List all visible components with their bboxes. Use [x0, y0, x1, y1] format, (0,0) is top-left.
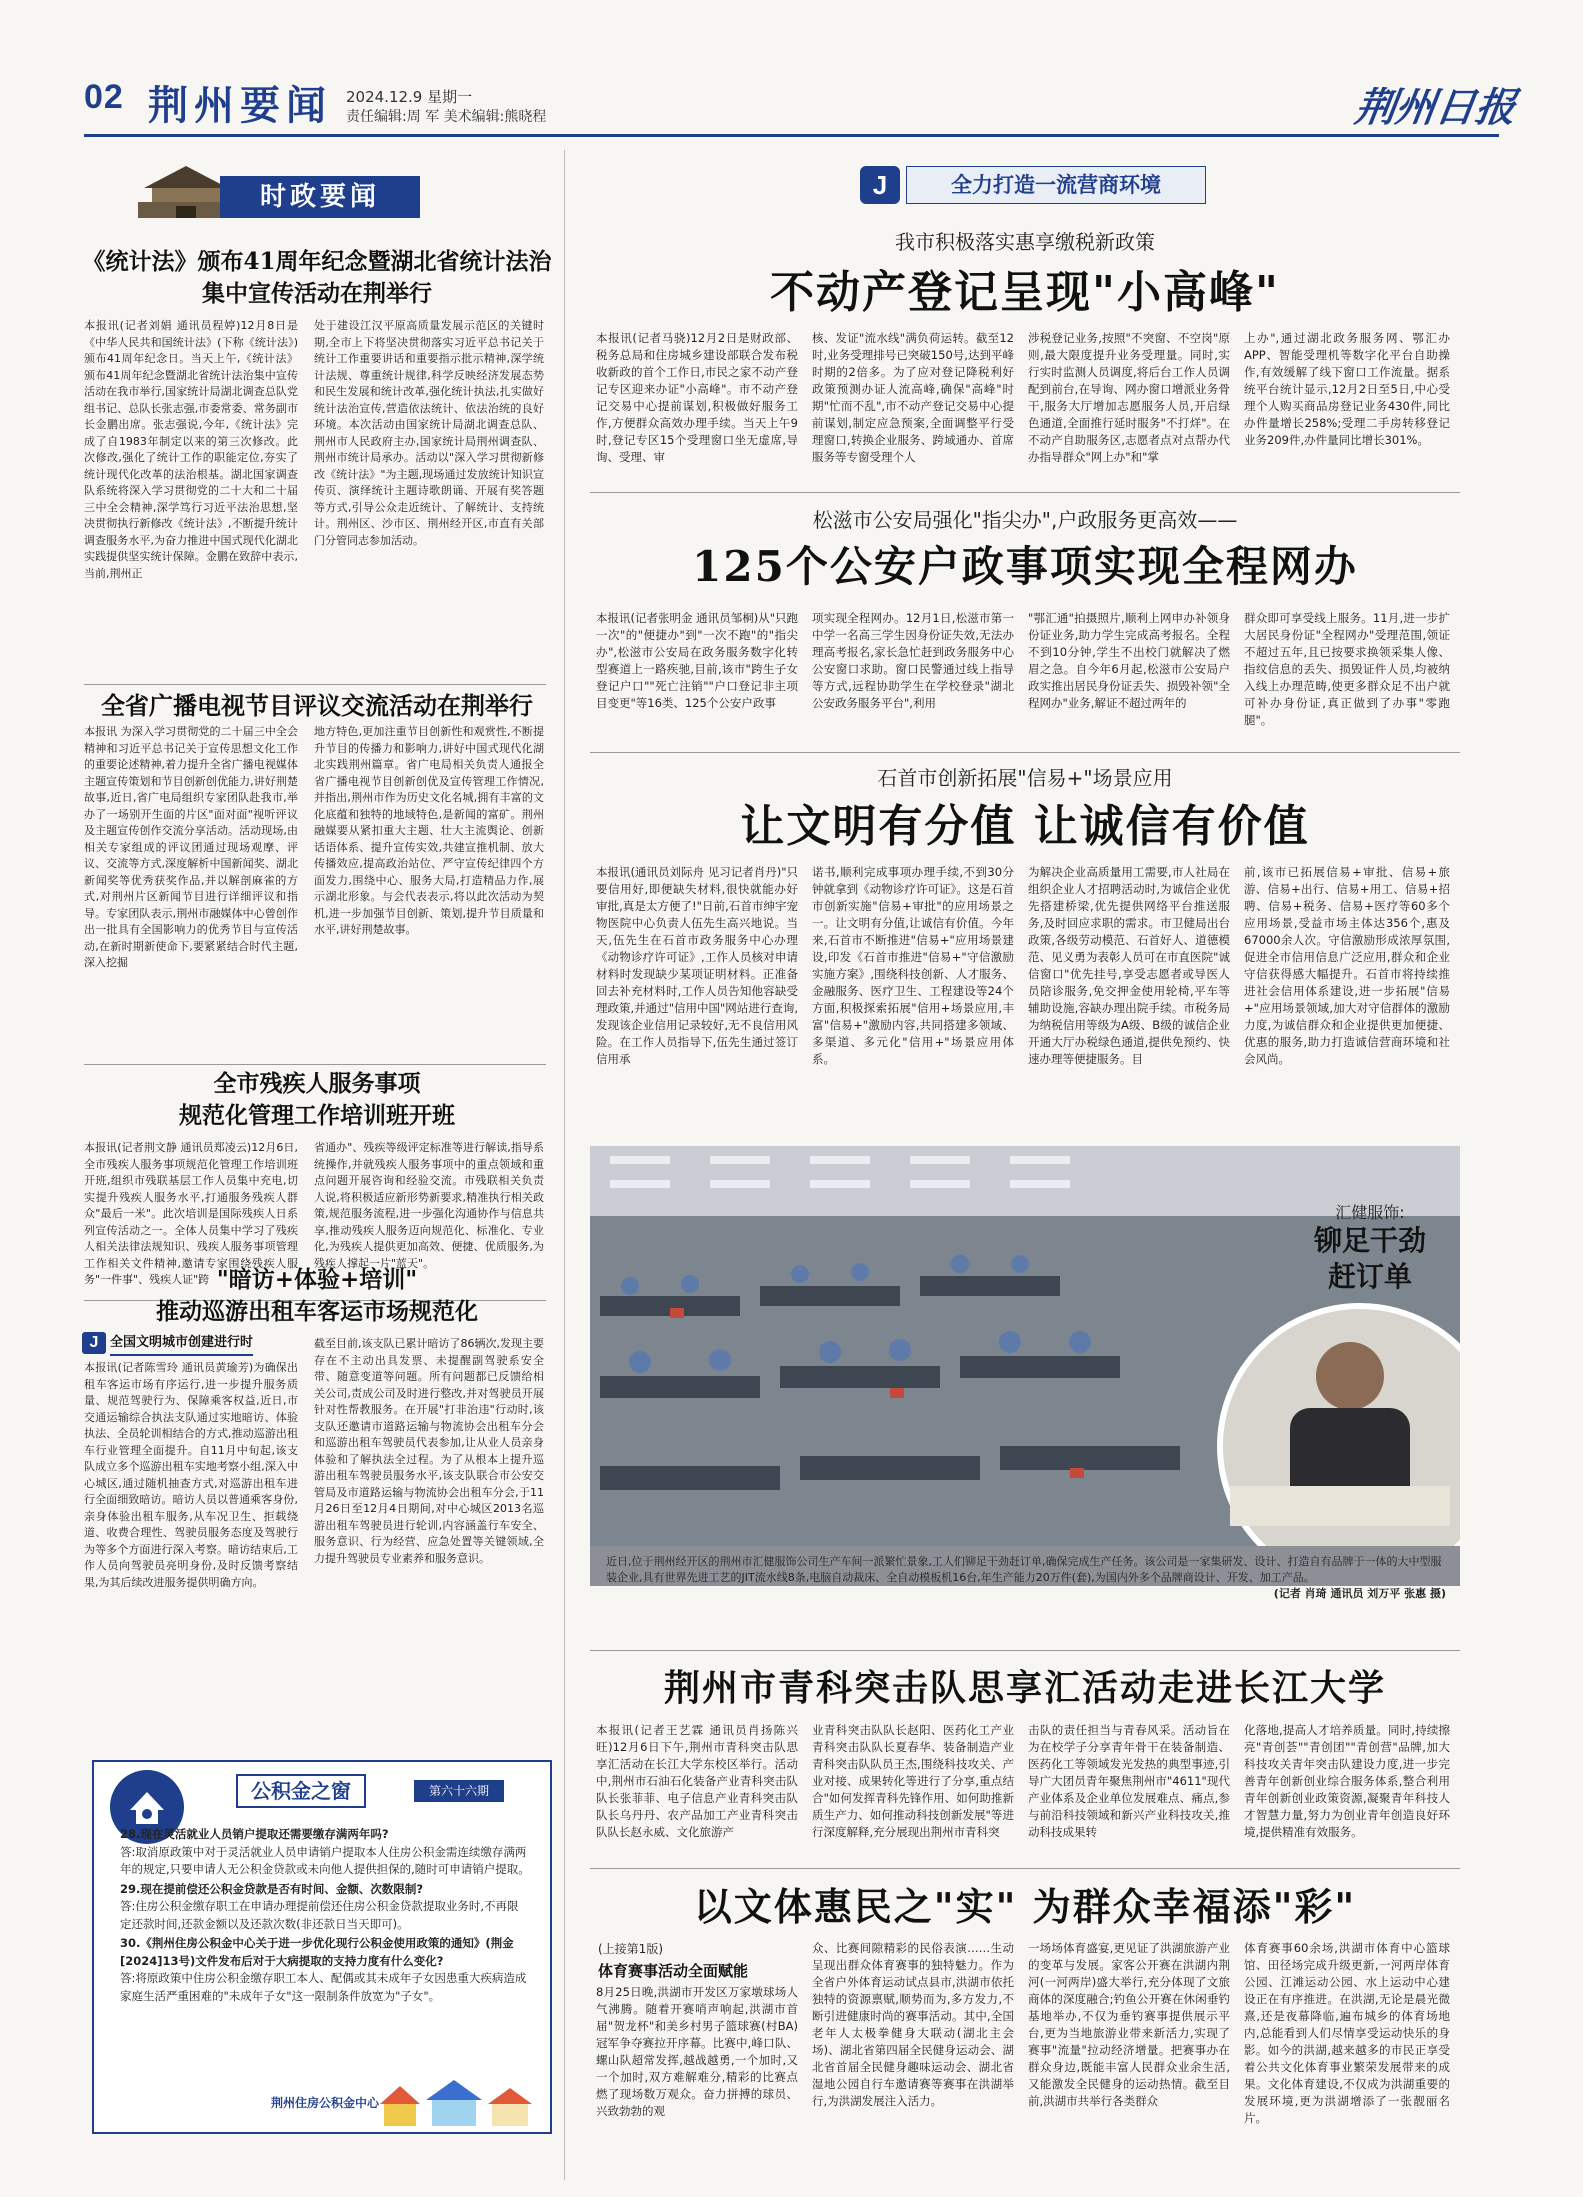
article-body-col: 处于建设江汉平原高质量发展示范区的关键时期,全市上下将坚决贯彻落实习近平总书记关于统计工作重要讲话和重要指示批示精神,深学统计法规、尊重统计规律,科学反映经济发展态势和民生发展和统计改革,强化统计执法,扎实做好统计法治宣传,营造依法统计、依法治统的良好环境。本次活动由国家统计局湖北调查总队、荆州市人民政府主办,国家统计局荆州调查队、荆州市统计局承办。活动以"深入学习贯彻新修改《统计法》"为主题,现场通过发放统计知识宣传页、演绎统计主题诗歌朗诵、开展有奖答题等方式,引导公众走近统计、了解统计、支持统计。荆州区、沙市区、荆州经开区,市直有关部门分管同志参加活动。 [314, 319, 544, 547]
photo-headline [1300, 1200, 1440, 1295]
continued-tag: (上接第1版) [598, 1942, 663, 1956]
header-rule [84, 134, 1499, 137]
article-body-col: 本报讯(记者陈雪玲 通讯员黄瑜芳)为确保出租车客运市场有序运行,进一步提升服务质量、规范驾驶行为、保障乘客权益,近日,市交通运输综合执法支队通过实地暗访、体验执法、全员轮训相结合的方式,推动巡游出租车行业管理全面提升。自11月中旬起,该支队成立多个巡游出租车实地考察小组,深入中心城区,通过随机抽查方式,对巡游出租车进行全面细致暗访。暗访人员以普通乘客身份,亲身体验出租车服务,从车况卫生、拒载绕道、收费合理性、驾驶员服务态度及驾驶行为等多个方面进行深入考察。暗访结束后,工作人员向驾驶员亮明身份,及时反馈考察结果,为其后续改进服务提供明确方向。 [84, 1361, 298, 1589]
separator [590, 492, 1460, 493]
title-line: 集中宣传活动在荆举行 [202, 280, 432, 307]
question: 29.现在提前偿还公积金贷款是否有时间、金额、次数限制? [120, 1881, 424, 1896]
article-subtitle: 松滋市公安局强化"指尖办",户政服务更高效—— [812, 508, 1238, 532]
section-label-politics: 时政要闻 [220, 176, 420, 218]
article-title-disability [82, 1068, 552, 1132]
title-line: 《统计法》颁布41周年纪念暨湖北省统计法治 [82, 248, 552, 275]
photo-caption [606, 1554, 1446, 1602]
article-subtitle: 石首市创新拓展"信易+"场景应用 [877, 766, 1173, 790]
article-body-col: "鄂汇通"拍摄照片,顺利上网申办补领身份证业务,助力学生完成高考报名。全程不到10分钟,学生不出校门就解决了燃眉之急。自今年6月起,松滋市公安局户政实推出居民身份证丢失、损毁补领"全程网办"业务,解证不超过两年的 [1028, 611, 1230, 710]
article-body-col: 众、比赛间隙精彩的民俗表演……生动呈现出群众体育赛事的独特魅力。作为全省户外体育运动试点县市,洪湖市依托独特的资源禀赋,顺势而为,多方发力,不断引进健康时尚的赛事活动。其中,全国老年人太极拳健身大联动(湖北主会场)、湖北省第四届全民健身运动会、湖北省首届全民健身趣味运动会、湖北省湿地公园自行车邀请赛等赛事在洪湖举行,为洪湖发展注入活力。 [812, 1941, 1014, 2108]
section-title: 荆州要闻 [148, 83, 332, 129]
article-body-col: 项实现全程网办。12月1日,松滋市第一中学一名高三学生因身份证失效,无法办理高考报名,家长急忙赶到政务服务中心公安窗口求助。窗口民警通过线上指导等方式,远程协助学生在学校登录"湖北公安政务服务平台",利用 [812, 611, 1014, 710]
article-body-col: 本报讯(记者王艺霖 通讯员肖扬陈兴旺)12月6日下午,荆州市青科突击队思享汇活动在长江大学东校区举行。活动中,荆州市石油石化装备产业青科突击队队长张菲菲、电子信息产业青科突击队队长乌丹丹、农产品加工产业青科突击队队长赵永威、文化旅游产 [596, 1723, 798, 1839]
photo-credit: (记者 肖琦 通讯员 刘万平 张惠 摄) [1273, 1587, 1446, 1600]
article-body-col: 核、发证"流水线"满负荷运转。截至12时,业务受理排号已突破150号,达到平峰时期的2倍多。为了应对登记降税利好政策预测办证人流高峰,确保"高峰"时期"忙而不乱",市不动产登记交易中心提前谋划,制定应急预案,全面调整平行受理窗口,转换企业服务、跨域通办、首席服务等专窗受理个人 [812, 331, 1014, 464]
page-number: 02 [84, 78, 124, 116]
article-title-credit: 让文明有分值 让诚信有价值 [740, 801, 1310, 852]
civilization-logo-icon: J [82, 1332, 106, 1354]
photo-head-label: 汇健服饰: [1335, 1203, 1405, 1222]
business-env-logo-icon: J [860, 166, 900, 204]
article-body-col: 本报讯(记者张明金 通讯员邹桐)从"只跑一次"的"便捷办"到"一次不跑"的"指尖办",松滋市公安局在政务服务数字化转型赛道上一路疾驰,目前,该市"跨生子女登记户口""死亡注销""户口登记非主项目变更"等16类、125个公安户政事 [596, 611, 798, 710]
article-body-col: 群众即可享受线上服务。11月,进一步扩大居民身份证"全程网办"受理范围,领证不超过五年,且已按要求换领采集人像、指纹信息的丢失、损毁证件人员,均被纳入线上办理范畴,使更多群众足不出户就可补办身份证,真正做到了办事"零跑腿"。 [1244, 611, 1450, 727]
housing-fund-qa [120, 1826, 530, 2005]
article-body-col: 上办",通过湖北政务服务网、鄂汇办APP、智能受理机等数字化平台自助操作,有效缓解了线下窗口工作流量。据系统平台统计显示,12月2日至5日,中心受理个人购买商品房登记业务430件,同比办件量增长258%;受理二手房转移登记业务209件,办件量同比增长301%。 [1244, 331, 1450, 447]
article-body-col: 本报讯(记者刘娟 通讯员程婷)12月8日是《中华人民共和国统计法》(下称《统计法》)颁布41周年纪念日。当天上午,《统计法》颁布41周年纪念暨湖北省统计法治集中宣传活动在我市举行,国家统计局湖北调查总队党组书记、总队长张志强,市委常委、常务副市长金鹏出席。张志强说,今年,《统计法》完成了自1983年制定以来的第三次修改。此次修改,强化了统计工作的职能定位,夯实了统计现代化改革的法治根基。湖北国家调查队系统将深入学习贯彻党的二十大和二十届三中全会精神,深学笃行习近平法治思想,坚决贯彻执行新修改《统计法》,不断提升统计调查服务水平,为奋力推进中国式现代化湖北实践提供坚实统计保障。金鹏在致辞中表示,当前,荆州正 [84, 319, 298, 580]
separator [84, 684, 546, 685]
column-banner: 全力打造一流营商环境 [906, 166, 1206, 204]
column-divider [564, 150, 565, 2180]
article-title-culture-sports: 以文体惠民之"实" 为群众幸福添"彩" [693, 1884, 1357, 1929]
newspaper-logo: 荆州日报 [1352, 84, 1519, 131]
housing-fund-title: 公积金之窗 [236, 1774, 366, 1808]
article-body-col: 截至目前,该支队已累计暗访了86辆次,发现主要存在不主动出具发票、未提醒副驾驶系安全带、随意变道等问题。所有问题都已反馈给相关公司,责成公司及时进行整改,并对驾驶员开展针对性帮教服务。在开展"打非治违"行动时,该支队还邀请市道路运输与物流协会出租车分会和巡游出租车驾驶员代表参加,让从业人员亲身体验和了解执法全过程。为了从根本上提升巡游出租车驾驶员服务水平,该支队联合市公安交管局及市道路运输与物流协会出租车分会,于11月26日至12月4日期间,对中心城区2013名巡游出租车驾驶员进行轮训,内容涵盖行车安全、服务意识、行为经营、应急处置等关键领域,全力提升驾驶员专业素养和服务意识。 [314, 1337, 544, 1565]
issue-date: 2024.12.9 星期一 [346, 88, 473, 106]
photo-head-line: 铆足干劲 [1313, 1224, 1426, 1257]
article-body-col: 前,该市已拓展信易+审批、信易+旅游、信易+出行、信易+用工、信易+招聘、信易+税务、信易+医疗等60多个应用场景,受益市场主体达356个,惠及67000余人次。守信激励形成浓厚氛围,促进全市信用信息广泛应用,群众和企业守信获得感大幅提升。石首市将持续推进社会信用体系建设,进一步拓展"信易+"应用场景领域,加大对守信群体的激励力度,为诚信群众和企业提供更加便捷、优惠的服务,助力打造诚信营商环境和社会风尚。 [1244, 865, 1450, 1066]
issue-number-badge: 第六十六期 [414, 1780, 504, 1802]
housing-fund-signature: 荆州住房公积金中心 [270, 2096, 379, 2110]
title-line: 规范化管理工作培训班开班 [179, 1102, 455, 1129]
separator [84, 1064, 546, 1065]
civilization-tag: 全国文明城市创建进行时 [110, 1332, 253, 1356]
separator [590, 1868, 1460, 1869]
article-subtitle: 我市积极落实惠享缴税新政策 [895, 230, 1155, 254]
article-body-col: 诺书,顺利完成事项办理手续,不到30分钟就拿到《动物诊疗许可证》。这是石首市创新实施"信易+审批"的应用场景之一。让文明有分值,让诚信有价值。今年来,石首市不断推进"信易+"应用场景建设,印发《石首市推进"信易+"守信激励实施方案》,围绕科技创新、人才服务、金融服务、医疗卫生、工程建设等24个方面,积极探索拓展"信用+场景应用,丰富"信易+"激励内容,共同搭建多领域、多渠道、多元化"信用+"场景应用体系。 [812, 865, 1014, 1066]
article-body-col: 省通办"、残疾等级评定标准等进行解读,指导系统操作,并就残疾人服务事项中的重点领域和重点问题开展咨询和经验交流。市残联相关负责人说,将积极适应新形势新要求,精准执行相关政策,规范服务流程,进一步强化沟通协作与信息共享,推动残疾人服务迈向规范化、标准化、专业化,为残疾人提供更加高效、便捷、优质服务,为残疾人撑起一片"蓝天"。 [314, 1141, 544, 1270]
caption-text: 近日,位于荆州经开区的荆州市汇健服饰公司生产车间一派繁忙景象,工人们铆足干劲赶订单,确保完成生产任务。该公司是一家集研发、设计、打造自有品牌于一体的大中型服装企业,具有世界先进工艺的JIT流水线8条,电脑自动裁床、全自动模板机16台,年生产能力20万件(套),为国内外多个品牌商设计、开发、加工产品。 [606, 1555, 1442, 1584]
article-body-col: 本报讯(记者马骁)12月2日是财政部、税务总局和住房城乡建设部联合发布税收新政的首个工作日,市民之家不动产登记专区迎来办证"小高峰"。市不动产登记交易中心提前谋划,积极做好服务工作,方便群众高效办理手续。当天上午9时,登记专区15个受理窗口坐无虚席,导询、受理、审 [596, 331, 798, 464]
article-title-realestate: 不动产登记呈现"小高峰" [770, 267, 1280, 318]
article-body-col: 地方特色,更加注重节目创新性和观赏性,不断提升节目的传播力和影响力,讲好中国式现代化湖北实践荆州篇章。省广电局相关负责人通报全省广播电视节目创新创优及宣传管理工作情况,并指出,荆州市作为历史文化名城,拥有丰富的文化底蕴和独特的地域特色,是新闻的富矿。荆州融媒要从紧扣重大主题、壮大主流舆论、创新话语体系、提升宣传实效,共建宣推机制、放大传播效应,提高政治站位、严守宣传纪律四个方面发力,围绕中心、服务大局,打造精品力作,展示湖北形象。与会代表表示,将以此次活动为契机,进一步加强节目创新、策划,提升节目质量和水平,讲好荆楚故事。 [314, 725, 544, 936]
title-line: "暗访+体验+培训" [216, 1266, 418, 1293]
article-body-col: 8月25日晚,洪湖市开发区万家墩球场人气沸腾。随着开赛哨声响起,洪湖市首届"贺龙杯"和美乡村男子篮球赛(村BA)冠军争夺赛拉开序幕。比赛中,峰口队、螺山队超常发挥,越战越勇,一个加时,又一个加时,双方难解难分,精彩的比赛点燃了现场数万观众。奋力拼搏的球员、兴致勃勃的观 [596, 1985, 798, 2118]
photo-head-line: 赶订单 [1327, 1260, 1412, 1293]
article-title-broadcast: 全省广播电视节目评议交流活动在荆举行 [101, 691, 533, 720]
article-title-youth: 荆州市青科突击队思享汇活动走进长江大学 [663, 1667, 1386, 1709]
separator [590, 1650, 1460, 1651]
section-subhead: 体育赛事活动全面赋能 [598, 1962, 749, 1980]
article-body-col: 为解决企业高质量用工需要,市人社局在组织企业人才招聘活动时,为诚信企业优先搭建桥梁,优先提供网络平台推送服务,及时回应求职的需求。市卫健局出台政策,各级劳动模范、石首好人、道德模范、见义勇为表彰人员可在市直医院"诚信窗口"优先挂号,享受志愿者或导医人员陪诊服务,免交押金使用轮椅,平车等辅助设施,容缺办理出院手续。市税务局为纳税信用等级为A级、B级的诚信企业开通大厅办税绿色通道,提供免预约、快速办理等便捷服务。目 [1028, 865, 1230, 1066]
answer: 答:取消原政策中对于灵活就业人员申请销户提取本人住房公积金需连续缴存满两年的规定,只要申请人无公积金贷款或未向他人提供担保的,随时可申请销户提取。 [120, 1844, 530, 1876]
article-body-col: 业青科突击队队长赵阳、医药化工产业青科突击队队长夏春华、装备制造产业青科突击队队员王杰,围绕科技攻关、产业对接、成果转化等进行了分享,重点结合"如何发挥青科先锋作用、如何助推新质生产力、如何推动科技创新发展"等进行深度解释,充分展现出荆州市青科突 [812, 1723, 1014, 1839]
question: 28.现在灵活就业人员销户提取还需要缴存满两年吗? [120, 1827, 389, 1841]
article-body-col: 化落地,提高人才培养质量。同时,持续擦亮"青创荟""青创团""青创营"品牌,加大科技攻关青年突击队建设力度,进一步完善青年创新创业综合服务体系,整合利用青年创新创业政策资源,凝聚青年科技人才智慧力量,努力为创业青年创造良好环境,提供精准有效服务。 [1244, 1723, 1450, 1839]
article-body-col: 一场场体育盛宴,更见证了洪湖旅游产业的变革与发展。家客公开赛在洪湖内荆河(一河两岸)盛大举行,充分体现了文旅商体的深度融合;钓鱼公开赛在休闲垂钓基地举办,不仅为垂钓赛事提供展示平台,更为当地旅游业带来新活力,实现了赛事"流量"拉动经济增量。把赛事办在群众身边,既能丰富人民群众业余生活,又能激发全民健身的运动热情。截至目前,洪湖市共举行各类群众 [1028, 1941, 1230, 2108]
separator [590, 752, 1460, 753]
article-body-col: 涉税登记业务,按照"不突窗、不空岗"原则,最大限度提升业务受理量。同时,实行实时监测人员调度,将后台工作人员调配到前台,在导询、网办窗口增派业务骨干,服务大厅增加志愿服务人员,开启绿色通道,全面推行延时服务"不打烊"。在不动产自助服务区,志愿者点对点帮办代办指导群众"网上办"和"掌 [1028, 331, 1230, 464]
article-title-police: 125个公安户政事项实现全程网办 [692, 542, 1358, 591]
question: 30.《荆州住房公积金中心关于进一步优化现行公积金使用政策的通知》(荆金[2024]13号)文件发布后对于大病提取的支持力度有什么变化? [120, 1936, 514, 1968]
article-body-col: 本报讯(记者荆文静 通讯员郑凌云)12月6日,全市残疾人服务事项规范化管理工作培训班开班,组织市残联基层工作人员集中充电,切实提升残疾人服务水平,打通服务残疾人群众"最后一米"。此次培训是国际残疾人日系列宣传活动之一。全体人员集中学习了残疾人相关法律法规知识、残疾人服务事项管理工作相关文件精神,邀请专家围绕残疾人服务"一件事"、残疾人证"跨 [84, 1141, 298, 1286]
article-body-col: 击队的责任担当与青春风采。活动旨在为在校学子分享青年骨干在装备制造、医药化工等领域发光发热的典型事迹,引导广大团员青年聚焦荆州市"4611"现代产业体系及企业单位发展难点、痛点,参与前沿科技领域和新兴产业科技攻关,推动科技成果转 [1028, 1723, 1230, 1839]
article-body-col: 本报讯 为深入学习贯彻党的二十届三中全会精神和习近平总书记关于宣传思想文化工作的重要论述精神,着力提升全省广播电视媒体主题宣传策划和节目创新创优能力,讲好荆楚故事,近日,省广电局组织专家团队赴我市,举办了一场别开生面的片区"面对面"视听评议及主题宣传创作交流分享活动。活动现场,由相关专家组成的评议团通过现场观摩、评议、交流等方式,深度解析中国新闻奖、湖北新闻奖等优秀获奖作品,并以解剖麻雀的方式,对荆州片区新闻节目进行详细评议和指导。专家团队表示,荆州市融媒体中心曾创作出一批具有全国影响力的优秀节目与宣传活动,在新时期新使命下,要紧紧结合时代主题,深入挖掘 [84, 725, 298, 969]
answer: 答:将原政策中住房公积金缴存职工本人、配偶或其未成年子女因患重大疾病造成家庭生活严重困难的"未成年子女"这一限制条件放宽为"子女"。 [120, 1971, 527, 2003]
title-line: 推动巡游出租车客运市场规范化 [156, 1298, 478, 1325]
answer: 答:住房公积金缴存职工在申请办理提前偿还住房公积金贷款提取业务时,不再限定还款时间,还款金额以及还款次数(非还款日当天即可)。 [120, 1899, 519, 1931]
editors-line: 责任编辑:周 军 美术编辑:熊晓程 [346, 109, 547, 125]
article-body-col: 本报讯(通讯员刘际舟 见习记者肖丹)"只要信用好,即便缺失材料,很快就能办好审批,真是太方便了!"日前,石首市绅宇宠物医院中心负责人伍先生高兴地说。当天,伍先生在石首市政务服务中心办理《动物诊疗许可证》,工作人员核对申请材料时发现缺少某项证明材料。正准备回去补充材料时,工作人员告知他容缺受理政策,并通过"信用中国"网站进行查询,发现该企业信用记录较好,无不良信用风险。在工作人员指导下,伍先生通过签订信用承 [596, 865, 798, 1066]
title-line: 全市残疾人服务事项 [213, 1070, 421, 1097]
article-body-col: 体育赛事60余场,洪湖市体育中心篮球馆、田径场完成升级更新,一河两岸体育公园、江滩运动公园、水上运动中心建设正在有序推进。在洪湖,无论是晨光微熹,还是夜幕降临,遍布城乡的体育场地内,总能看到人们尽情享受运动快乐的身影。如今的洪湖,越来越多的市民正享受着公共文化体育事业繁荣发展带来的成果。文化体育建设,不仅成为洪湖重要的发展环境,更为洪湖增添了一张靓丽名片。 [1244, 1941, 1450, 2125]
article-title-taxi [82, 1264, 552, 1328]
article-title-statistics [82, 246, 552, 310]
